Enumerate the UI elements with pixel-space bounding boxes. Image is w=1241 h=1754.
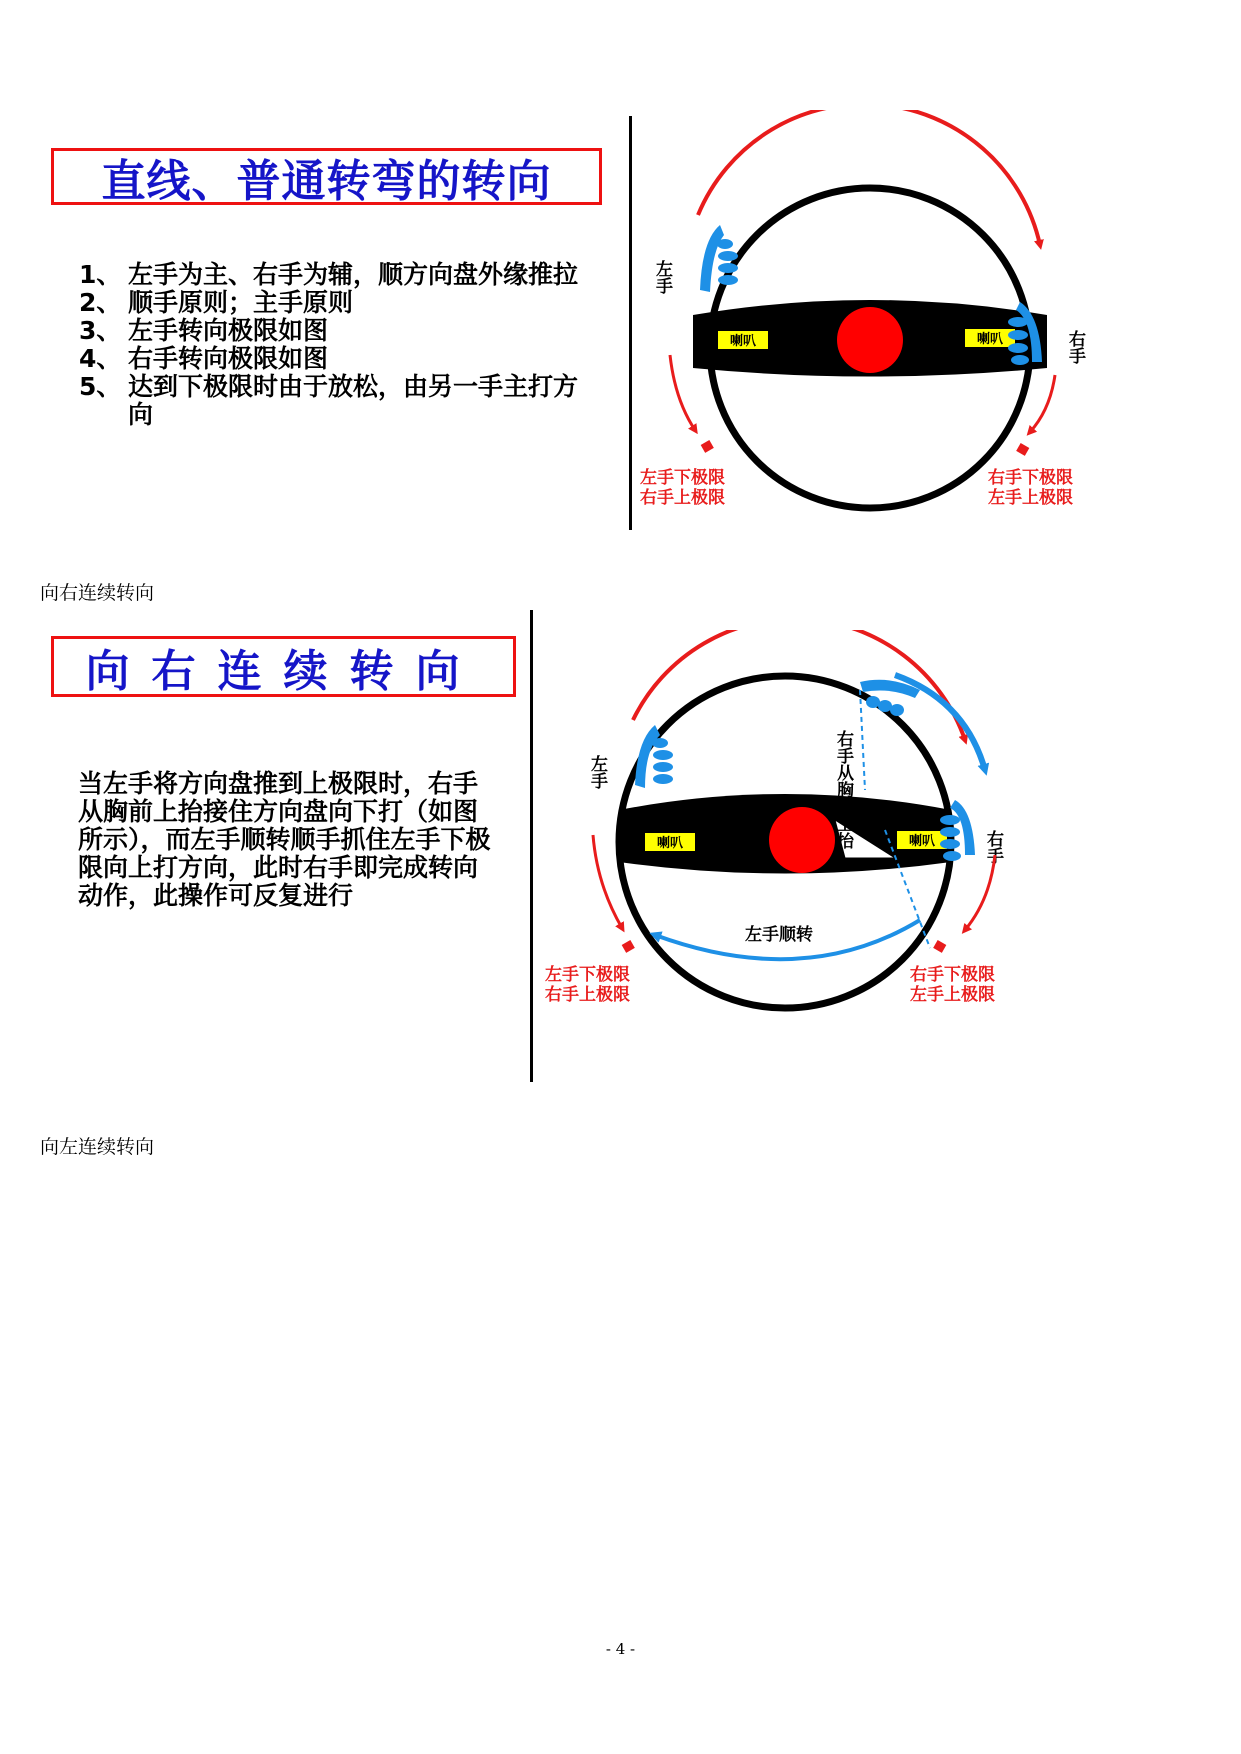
left-limit-marker [622,940,635,953]
rule-item: 1、 左手为主、右手为辅，顺方向盘外缘推拉 [79,260,579,289]
right-down-arrow [965,855,995,930]
svg-text:喇叭: 喇叭 [908,834,936,849]
section2-title: 向右连续转向 [51,636,516,697]
svg-text:喇叭: 喇叭 [729,334,757,349]
left-limit-marker [701,440,714,453]
left-hand-icon [635,725,673,788]
right-down-arrow [1030,375,1055,432]
wheel-hub [837,307,903,373]
svg-text:右手: 右手 [1065,330,1085,364]
right-hand-path-line [860,690,865,790]
svg-text:喇叭: 喇叭 [976,332,1004,347]
rule-item: 4、 右手转向极限如图 [79,344,329,373]
svg-text:左手: 左手 [587,755,607,789]
caption-left-continuous: 向左连续转向 [40,1136,155,1158]
divider-line-2 [530,610,533,1082]
left-hand-icon [700,225,738,292]
top-arc-arrow [698,110,1040,245]
caption-right-continuous: 向右连续转向 [40,582,155,604]
svg-text:左手上极限: 左手上极限 [910,985,995,1005]
svg-text:右手从胸前上抬: 右手从胸前上抬 [833,730,853,849]
svg-text:左手: 左手 [652,260,672,294]
svg-text:左手下极限: 左手下极限 [545,965,630,985]
wheel-hub [769,807,835,873]
steering-wheel-diagram-1 [640,110,1100,530]
svg-text:右手上极限: 右手上极限 [545,985,630,1005]
right-limit-marker [933,940,946,953]
svg-text:右手下极限: 右手下极限 [910,965,995,985]
svg-text:右手上极限: 右手上极限 [640,488,725,508]
svg-text:左手顺转: 左手顺转 [745,925,813,945]
svg-text:左手下极限: 左手下极限 [640,468,725,488]
page-number: - 4 - [605,1640,636,1658]
rule-item: 5、 达到下极限时由于放松，由另一手主打方向 [79,372,579,429]
left-down-arrow [670,355,695,430]
svg-text:右手下极限: 右手下极限 [988,468,1073,488]
steering-wheel-diagram-2 [545,630,1035,1030]
rules-list [79,261,579,429]
svg-text:左手上极限: 左手上极限 [988,488,1073,508]
section1-title: 直线、普通转弯的转向 [51,148,602,205]
rule-item: 3、 左手转向极限如图 [79,316,329,345]
right-limit-marker [1016,443,1029,456]
svg-text:喇叭: 喇叭 [656,836,684,851]
section2-paragraph: 当左手将方向盘推到上极限时，右手从胸前上抬接住方向盘向下打（如图所示），而左手顺转顺手抓住左手下极限向上打方向，此时右手即完成转向动作，此操作可反复进行 [78,769,491,910]
divider-line-1 [629,116,632,530]
rule-item: 2、 顺手原则；主手原则 [79,288,354,317]
svg-text:右手: 右手 [983,830,1003,864]
